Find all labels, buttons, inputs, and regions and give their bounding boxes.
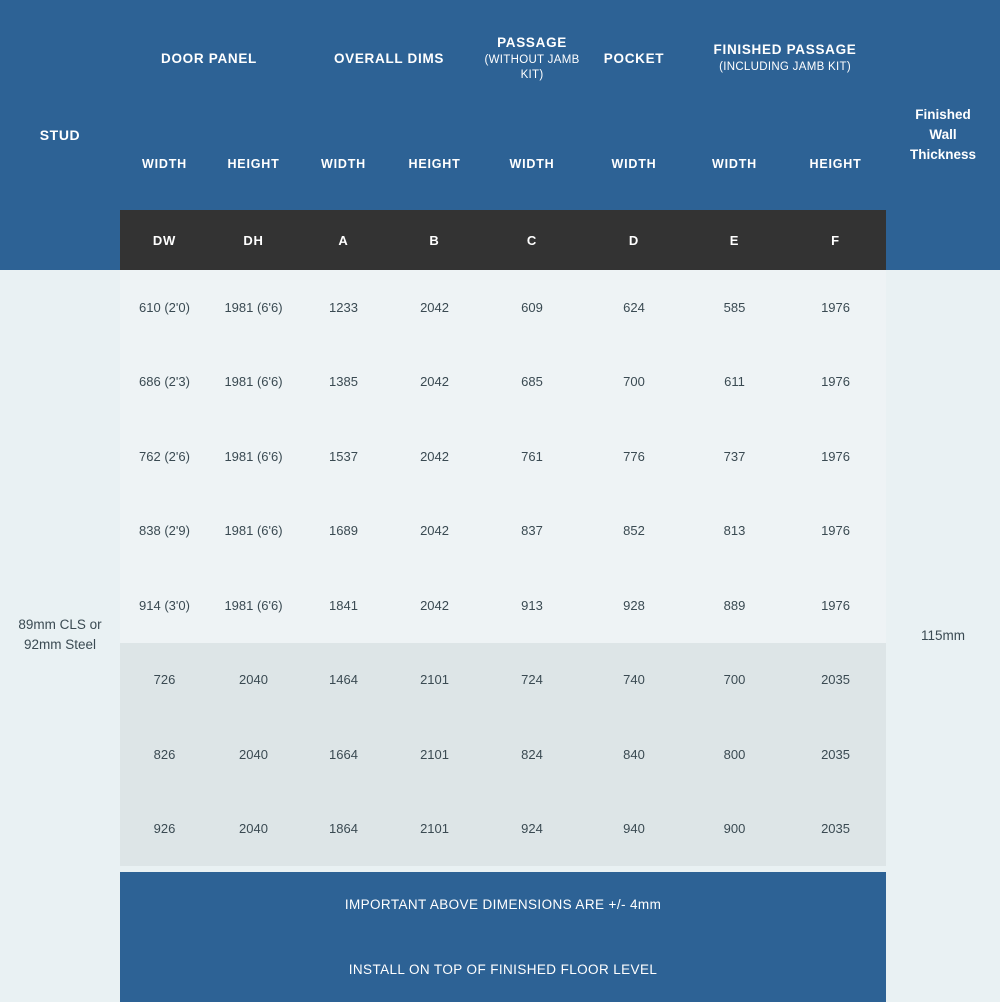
cell-f: 1976 (785, 494, 886, 569)
cell-c: 824 (480, 717, 584, 792)
cell-f: 2035 (785, 717, 886, 792)
table-row (120, 345, 886, 420)
cell-c: 924 (480, 792, 584, 867)
subheader-c: WIDTH (480, 117, 584, 210)
cell-a: 1841 (298, 568, 389, 643)
cell-dh: 1981 (6'6) (209, 419, 298, 494)
cell-e: 611 (684, 345, 785, 420)
header-group-overall-dims (298, 0, 480, 117)
header-group-title: DOOR PANEL (161, 51, 258, 66)
cell-a: 1689 (298, 494, 389, 569)
code-dh: DH (209, 210, 298, 270)
cell-dh: 1981 (6'6) (209, 345, 298, 420)
subheader-a: WIDTH (298, 117, 389, 210)
cell-f: 1976 (785, 419, 886, 494)
finished-wall-header-line3: Thickness (909, 147, 977, 163)
cell-d: 624 (584, 270, 684, 345)
finished-wall-header-line2: Wall (929, 126, 957, 142)
cell-dh: 1981 (6'6) (209, 494, 298, 569)
cell-e: 700 (684, 643, 785, 718)
cell-d: 776 (584, 419, 684, 494)
finished-wall-header-line1: Finished (915, 106, 971, 122)
code-d: D (584, 210, 684, 270)
code-b: B (389, 210, 480, 270)
note-row-tolerance (120, 872, 886, 937)
cell-d: 940 (584, 792, 684, 867)
cell-b: 2101 (389, 717, 480, 792)
cell-dw: 762 (2'6) (120, 419, 209, 494)
cell-c: 913 (480, 568, 584, 643)
code-a: A (298, 210, 389, 270)
header-group-title: OVERALL DIMS (333, 51, 445, 66)
code-f: F (785, 210, 886, 270)
cell-f: 1976 (785, 345, 886, 420)
note-tolerance: IMPORTANT ABOVE DIMENSIONS ARE +/- 4mm (120, 872, 886, 937)
finished-wall-column (886, 0, 1000, 1000)
table-row (120, 792, 886, 867)
cell-e: 889 (684, 568, 785, 643)
code-e: E (684, 210, 785, 270)
table-row (120, 494, 886, 569)
dimensions-table (120, 0, 886, 1002)
table-row (120, 643, 886, 718)
cell-c: 837 (480, 494, 584, 569)
note-install: INSTALL ON TOP OF FINISHED FLOOR LEVEL (120, 937, 886, 1002)
cell-e: 800 (684, 717, 785, 792)
cell-dw: 686 (2'3) (120, 345, 209, 420)
stud-value: 89mm CLS or 92mm Steel (0, 270, 120, 1000)
finished-wall-value: 115mm (886, 270, 1000, 1000)
header-group-title: POCKET (603, 51, 665, 66)
header-sub-row (120, 117, 886, 210)
cell-c: 609 (480, 270, 584, 345)
cell-a: 1233 (298, 270, 389, 345)
code-dw: DW (120, 210, 209, 270)
finished-wall-header (886, 0, 1000, 270)
cell-f: 2035 (785, 643, 886, 718)
stud-column (0, 0, 120, 1000)
table-row (120, 568, 886, 643)
stud-header: STUD (0, 0, 120, 270)
subheader-e: WIDTH (684, 117, 785, 210)
header-group-row (120, 0, 886, 117)
cell-b: 2042 (389, 419, 480, 494)
dimensions-table-container (120, 0, 886, 1000)
header-code-row (120, 210, 886, 270)
cell-e: 813 (684, 494, 785, 569)
table-row (120, 419, 886, 494)
header-group-finished-passage (684, 0, 886, 117)
code-c: C (480, 210, 584, 270)
cell-dw: 914 (3'0) (120, 568, 209, 643)
cell-f: 1976 (785, 270, 886, 345)
cell-dw: 726 (120, 643, 209, 718)
table-row (120, 270, 886, 345)
cell-a: 1464 (298, 643, 389, 718)
cell-f: 1976 (785, 568, 886, 643)
cell-a: 1664 (298, 717, 389, 792)
cell-d: 852 (584, 494, 684, 569)
cell-dh: 2040 (209, 792, 298, 867)
cell-dh: 1981 (6'6) (209, 568, 298, 643)
cell-b: 2042 (389, 494, 480, 569)
subheader-dw: WIDTH (120, 117, 209, 210)
cell-dw: 826 (120, 717, 209, 792)
cell-c: 685 (480, 345, 584, 420)
subheader-dh: HEIGHT (209, 117, 298, 210)
cell-a: 1537 (298, 419, 389, 494)
cell-b: 2042 (389, 568, 480, 643)
subheader-d: WIDTH (584, 117, 684, 210)
header-group-door-panel (120, 0, 298, 117)
cell-d: 700 (584, 345, 684, 420)
cell-d: 928 (584, 568, 684, 643)
header-group-subtitle: (WITHOUT JAMB KIT) (484, 54, 580, 81)
subheader-b: HEIGHT (389, 117, 480, 210)
cell-dw: 610 (2'0) (120, 270, 209, 345)
cell-c: 724 (480, 643, 584, 718)
table-row (120, 717, 886, 792)
cell-dh: 2040 (209, 643, 298, 718)
header-group-passage (480, 0, 584, 117)
cell-f: 2035 (785, 792, 886, 867)
cell-dh: 1981 (6'6) (209, 270, 298, 345)
cell-e: 900 (684, 792, 785, 867)
header-group-subtitle: (INCLUDING JAMB KIT) (719, 61, 851, 74)
cell-e: 585 (684, 270, 785, 345)
cell-b: 2101 (389, 643, 480, 718)
cell-d: 740 (584, 643, 684, 718)
cell-dw: 926 (120, 792, 209, 867)
cell-a: 1864 (298, 792, 389, 867)
cell-b: 2042 (389, 270, 480, 345)
cell-e: 737 (684, 419, 785, 494)
note-row-install (120, 937, 886, 1002)
cell-b: 2101 (389, 792, 480, 867)
cell-dh: 2040 (209, 717, 298, 792)
cell-c: 761 (480, 419, 584, 494)
cell-dw: 838 (2'9) (120, 494, 209, 569)
cell-a: 1385 (298, 345, 389, 420)
cell-b: 2042 (389, 345, 480, 420)
header-group-title: PASSAGE (497, 35, 567, 51)
header-group-title: FINISHED PASSAGE (713, 42, 857, 58)
subheader-f: HEIGHT (785, 117, 886, 210)
cell-d: 840 (584, 717, 684, 792)
header-group-pocket (584, 0, 684, 117)
